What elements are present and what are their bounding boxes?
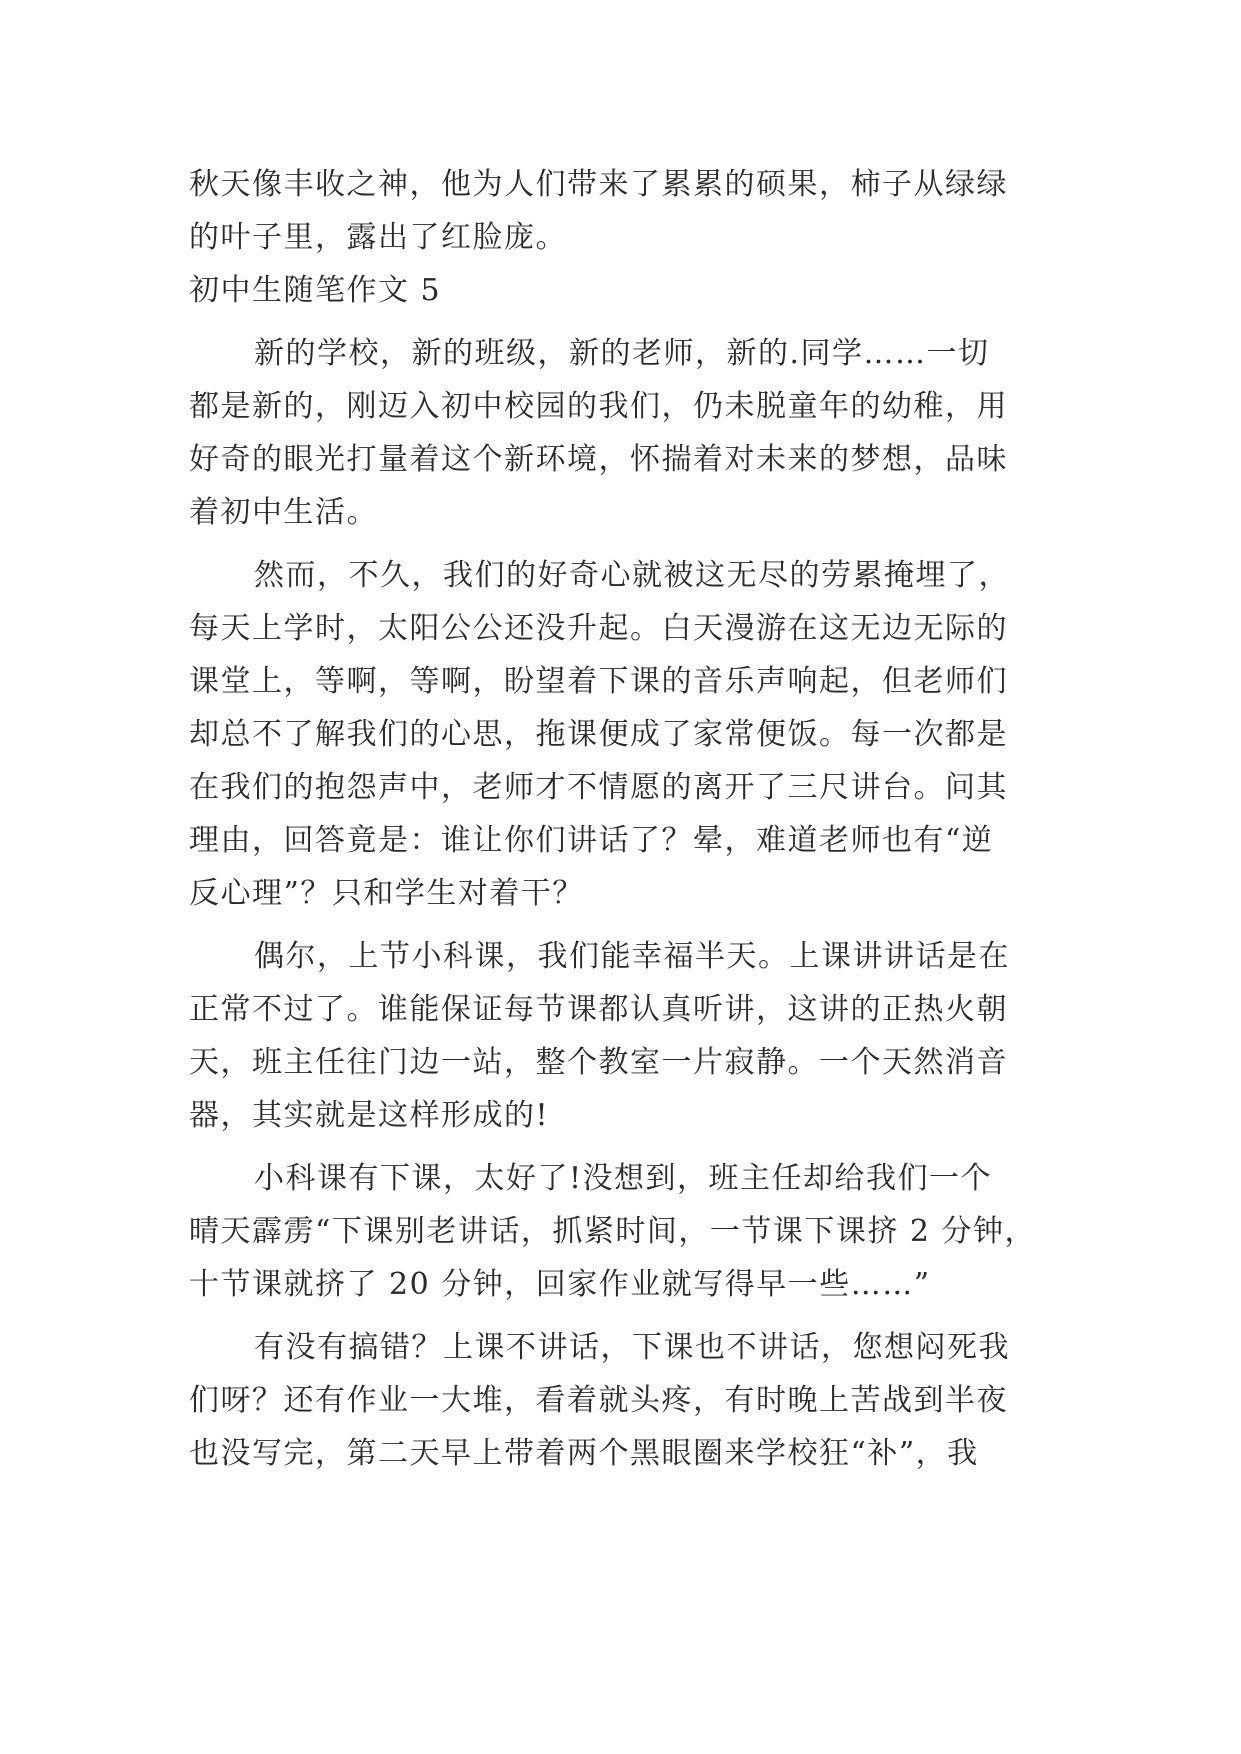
text-line: 器，其实就是这样形成的! xyxy=(189,1098,550,1133)
text-line: 好奇的眼光打量着这个新环境，怀揣着对未来的梦想，品味 xyxy=(189,442,1008,477)
text-line: 天，班主任往门边一站，整个教室一片寂静。一个天然消音 xyxy=(189,1045,1008,1080)
text-line: 都是新的，刚迈入初中校园的我们，仍未脱童年的幼稚，用 xyxy=(189,389,1008,424)
text-line: 然而，不久，我们的好奇心就被这无尽的劳累掩埋了， xyxy=(254,558,1010,593)
text-line: 反心理”？只和学生对着干？ xyxy=(189,876,584,911)
text-line: 课堂上，等啊，等啊，盼望着下课的音乐声响起，但老师们 xyxy=(189,664,1008,699)
text-line: 在我们的抱怨声中，老师才不情愿的离开了三尺讲台。问其 xyxy=(189,770,1008,805)
paragraph xyxy=(189,158,1052,264)
text-line: 也没写完，第二天早上带着两个黑眼圈来学校狂“补”，我 xyxy=(189,1436,979,1471)
text-line: 有没有搞错？上课不讲话，下课也不讲话，您想闷死我 xyxy=(254,1330,1010,1365)
text-line: 偶尔，上节小科课，我们能幸福半天。上课讲讲话是在 xyxy=(254,939,1010,974)
text-line: 着初中生活。 xyxy=(189,495,378,530)
document-body xyxy=(189,158,1052,1480)
paragraph xyxy=(189,1321,1052,1480)
paragraph xyxy=(189,327,1052,539)
paragraph xyxy=(189,930,1052,1142)
text-line: 小科课有下课，太好了!没想到，班主任却给我们一个 xyxy=(254,1161,993,1196)
section-heading xyxy=(189,264,1052,317)
text-line: 秋天像丰收之神，他为人们带来了累累的硕果，柿子从绿绿 xyxy=(189,167,1008,202)
paragraph xyxy=(189,1152,1052,1311)
text-line: 新的学校，新的班级，新的老师，新的.同学……一切 xyxy=(254,336,990,371)
paragraph xyxy=(189,549,1052,920)
text-line: 正常不过了。谁能保证每节课都认真听讲，这讲的正热火朝 xyxy=(189,992,1008,1027)
text-line: 的叶子里，露出了红脸庞。 xyxy=(189,220,567,255)
text-line: 每天上学时，太阳公公还没升起。白天漫游在这无边无际的 xyxy=(189,611,1008,646)
text-line: 理由，回答竟是：谁让你们讲话了？晕，难道老师也有“逆 xyxy=(189,823,994,858)
text-line: 晴天霹雳“下课别老讲话，抓紧时间，一节课下课挤 2 分钟， xyxy=(189,1214,1036,1249)
text-line: 十节课就挤了 20 分钟，回家作业就写得早一些……” xyxy=(189,1267,931,1302)
text-line: 们呀？还有作业一大堆，看着就头疼，有时晚上苦战到半夜 xyxy=(189,1383,1008,1418)
text-line: 却总不了解我们的心思，拖课便成了家常便饭。每一次都是 xyxy=(189,717,1008,752)
heading-text: 初中生随笔作文 5 xyxy=(189,273,442,308)
